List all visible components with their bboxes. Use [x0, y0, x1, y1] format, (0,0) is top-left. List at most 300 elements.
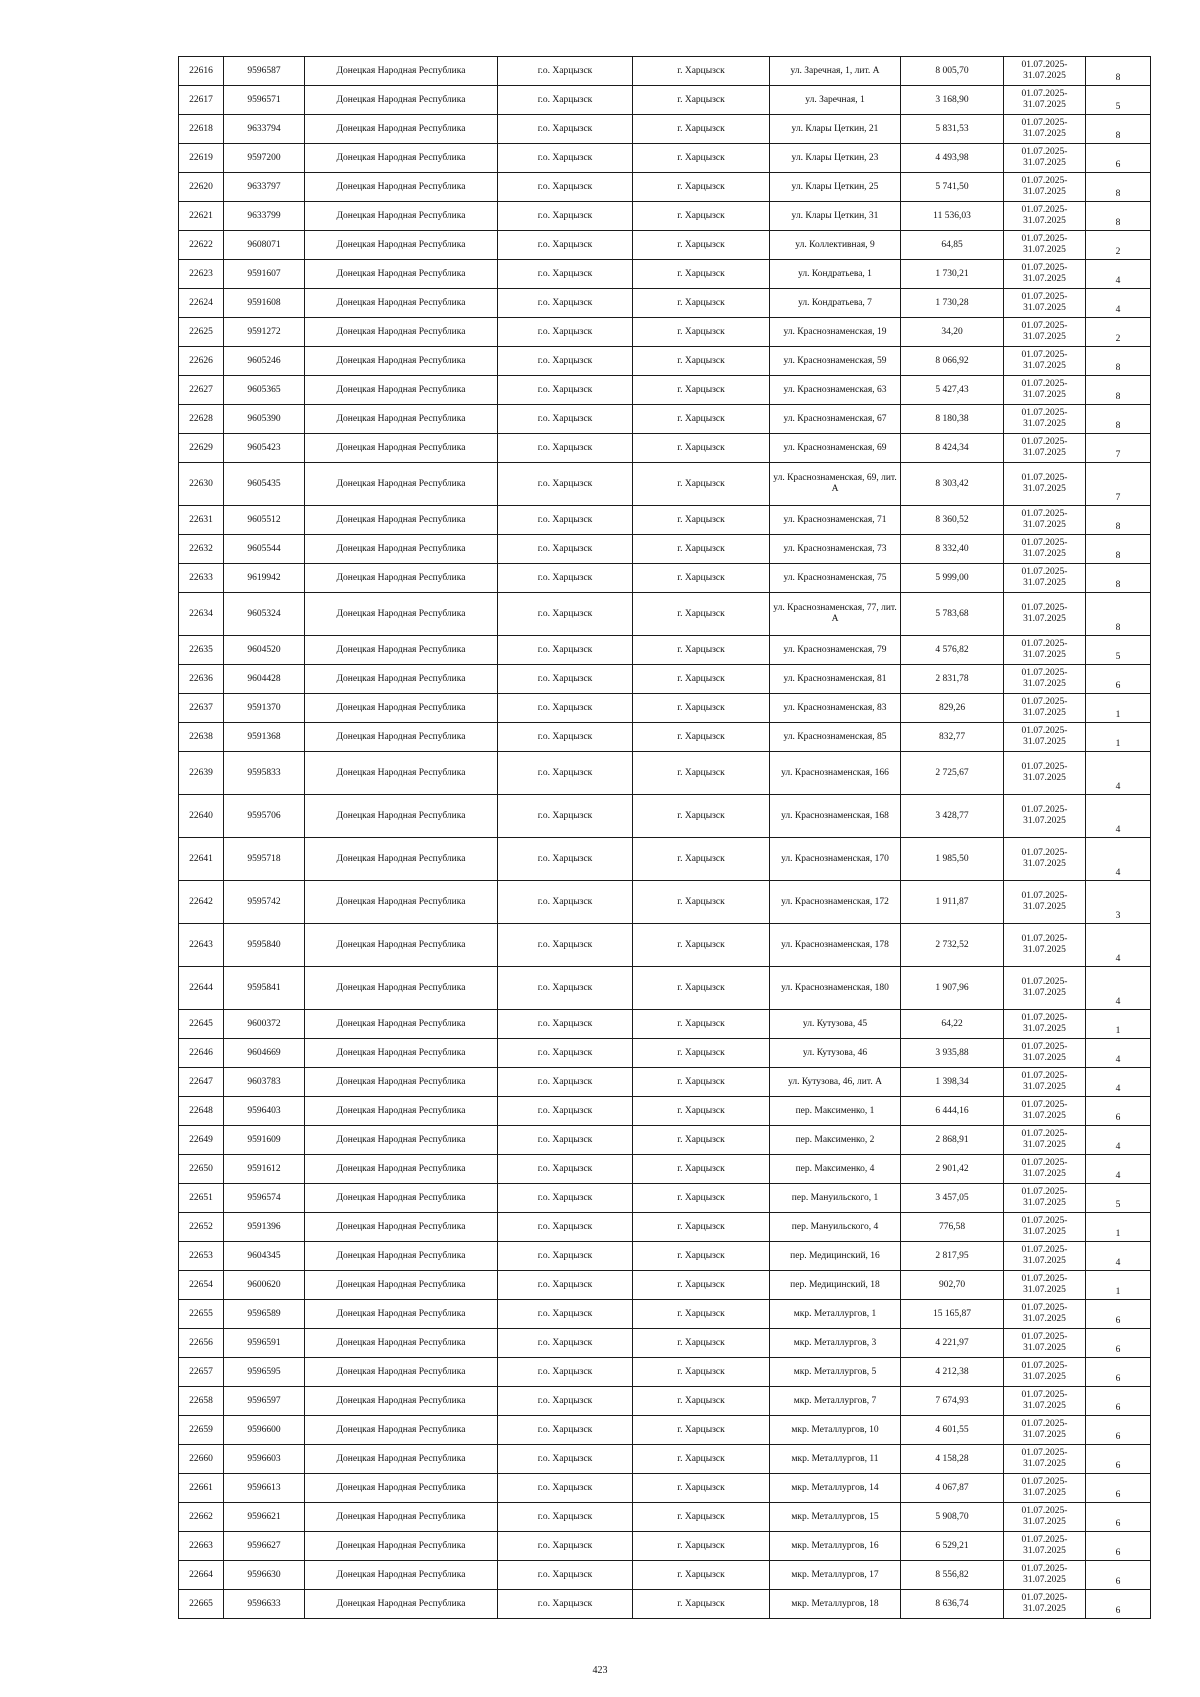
municipal-district-cell: г.о. Харцызск	[498, 1503, 633, 1532]
period-cell: 01.07.2025-31.07.2025	[1004, 1503, 1086, 1532]
table-row	[179, 1300, 1151, 1329]
amount-cell: 5 908,70	[901, 1503, 1004, 1532]
municipal-district-cell: г.о. Харцызск	[498, 1358, 633, 1387]
municipal-district-cell: г.о. Харцызск	[498, 665, 633, 694]
region-cell: Донецкая Народная Республика	[305, 1358, 498, 1387]
object-id-cell: 9605435	[224, 463, 305, 506]
period-cell: 01.07.2025-31.07.2025	[1004, 434, 1086, 463]
region-cell: Донецкая Народная Республика	[305, 318, 498, 347]
object-id-cell: 9591272	[224, 318, 305, 347]
table-row	[179, 752, 1151, 795]
address-cell: мкр. Металлургов, 5	[770, 1358, 901, 1387]
city-cell: г. Харцызск	[633, 1097, 770, 1126]
row-number-cell: 22618	[179, 115, 224, 144]
object-id-cell: 9633797	[224, 173, 305, 202]
table-row	[179, 1126, 1151, 1155]
period-cell: 01.07.2025-31.07.2025	[1004, 535, 1086, 564]
row-number-cell: 22664	[179, 1561, 224, 1590]
table-row	[179, 795, 1151, 838]
count-cell: 7	[1086, 434, 1151, 463]
row-number-cell: 22623	[179, 260, 224, 289]
city-cell: г. Харцызск	[633, 434, 770, 463]
municipal-district-cell: г.о. Харцызск	[498, 795, 633, 838]
amount-cell: 1 730,28	[901, 289, 1004, 318]
row-number-cell: 22617	[179, 86, 224, 115]
address-cell: ул. Кутузова, 45	[770, 1010, 901, 1039]
municipal-district-cell: г.о. Харцызск	[498, 289, 633, 318]
row-number-cell: 22640	[179, 795, 224, 838]
count-cell: 5	[1086, 1184, 1151, 1213]
amount-cell: 64,85	[901, 231, 1004, 260]
amount-cell: 15 165,87	[901, 1300, 1004, 1329]
count-cell: 4	[1086, 967, 1151, 1010]
address-cell: ул. Кутузова, 46	[770, 1039, 901, 1068]
municipal-district-cell: г.о. Харцызск	[498, 881, 633, 924]
table-row	[179, 318, 1151, 347]
amount-cell: 4 493,98	[901, 144, 1004, 173]
address-cell: ул. Краснознаменская, 67	[770, 405, 901, 434]
period-cell: 01.07.2025-31.07.2025	[1004, 924, 1086, 967]
municipal-district-cell: г.о. Харцызск	[498, 173, 633, 202]
object-id-cell: 9591608	[224, 289, 305, 318]
region-cell: Донецкая Народная Республика	[305, 506, 498, 535]
table-row	[179, 723, 1151, 752]
address-cell: пер. Максименко, 4	[770, 1155, 901, 1184]
table-row	[179, 1474, 1151, 1503]
count-cell: 4	[1086, 924, 1151, 967]
table-row	[179, 57, 1151, 86]
amount-cell: 1 911,87	[901, 881, 1004, 924]
count-cell: 8	[1086, 57, 1151, 86]
period-cell: 01.07.2025-31.07.2025	[1004, 1445, 1086, 1474]
region-cell: Донецкая Народная Республика	[305, 86, 498, 115]
table-row	[179, 86, 1151, 115]
row-number-cell: 22657	[179, 1358, 224, 1387]
address-cell: ул. Краснознаменская, 59	[770, 347, 901, 376]
period-cell: 01.07.2025-31.07.2025	[1004, 318, 1086, 347]
amount-cell: 4 601,55	[901, 1416, 1004, 1445]
amount-cell: 34,20	[901, 318, 1004, 347]
amount-cell: 902,70	[901, 1271, 1004, 1300]
address-cell: пер. Мануильского, 1	[770, 1184, 901, 1213]
object-id-cell: 9604669	[224, 1039, 305, 1068]
count-cell: 6	[1086, 1097, 1151, 1126]
table-row	[179, 1068, 1151, 1097]
amount-cell: 4 576,82	[901, 636, 1004, 665]
period-cell: 01.07.2025-31.07.2025	[1004, 57, 1086, 86]
municipal-district-cell: г.о. Харцызск	[498, 1097, 633, 1126]
amount-cell: 2 868,91	[901, 1126, 1004, 1155]
period-cell: 01.07.2025-31.07.2025	[1004, 593, 1086, 636]
region-cell: Донецкая Народная Республика	[305, 1213, 498, 1242]
amount-cell: 8 303,42	[901, 463, 1004, 506]
table-row	[179, 1503, 1151, 1532]
object-id-cell: 9595706	[224, 795, 305, 838]
count-cell: 1	[1086, 694, 1151, 723]
period-cell: 01.07.2025-31.07.2025	[1004, 347, 1086, 376]
count-cell: 8	[1086, 535, 1151, 564]
amount-cell: 8 360,52	[901, 506, 1004, 535]
address-cell: пер. Медицинский, 18	[770, 1271, 901, 1300]
table-row	[179, 1213, 1151, 1242]
city-cell: г. Харцызск	[633, 564, 770, 593]
table-row	[179, 376, 1151, 405]
table-row	[179, 1532, 1151, 1561]
period-cell: 01.07.2025-31.07.2025	[1004, 260, 1086, 289]
table-row	[179, 636, 1151, 665]
address-cell: мкр. Металлургов, 17	[770, 1561, 901, 1590]
municipal-district-cell: г.о. Харцызск	[498, 463, 633, 506]
city-cell: г. Харцызск	[633, 795, 770, 838]
period-cell: 01.07.2025-31.07.2025	[1004, 752, 1086, 795]
amount-cell: 8 180,38	[901, 405, 1004, 434]
address-cell: мкр. Металлургов, 7	[770, 1387, 901, 1416]
amount-cell: 8 424,34	[901, 434, 1004, 463]
row-number-cell: 22656	[179, 1329, 224, 1358]
table-row	[179, 1097, 1151, 1126]
region-cell: Донецкая Народная Республика	[305, 881, 498, 924]
row-number-cell: 22641	[179, 838, 224, 881]
region-cell: Донецкая Народная Республика	[305, 1242, 498, 1271]
amount-cell: 4 158,28	[901, 1445, 1004, 1474]
object-id-cell: 9596591	[224, 1329, 305, 1358]
city-cell: г. Харцызск	[633, 1561, 770, 1590]
period-cell: 01.07.2025-31.07.2025	[1004, 1126, 1086, 1155]
object-id-cell: 9603783	[224, 1068, 305, 1097]
period-cell: 01.07.2025-31.07.2025	[1004, 405, 1086, 434]
region-cell: Донецкая Народная Республика	[305, 1474, 498, 1503]
period-cell: 01.07.2025-31.07.2025	[1004, 1010, 1086, 1039]
period-cell: 01.07.2025-31.07.2025	[1004, 144, 1086, 173]
city-cell: г. Харцызск	[633, 593, 770, 636]
object-id-cell: 9591370	[224, 694, 305, 723]
amount-cell: 8 636,74	[901, 1590, 1004, 1619]
region-cell: Донецкая Народная Республика	[305, 202, 498, 231]
count-cell: 4	[1086, 838, 1151, 881]
row-number-cell: 22628	[179, 405, 224, 434]
object-id-cell: 9595833	[224, 752, 305, 795]
object-id-cell: 9591609	[224, 1126, 305, 1155]
table-row	[179, 463, 1151, 506]
city-cell: г. Харцызск	[633, 967, 770, 1010]
municipal-district-cell: г.о. Харцызск	[498, 1329, 633, 1358]
city-cell: г. Харцызск	[633, 1532, 770, 1561]
region-cell: Донецкая Народная Республика	[305, 838, 498, 881]
region-cell: Донецкая Народная Республика	[305, 535, 498, 564]
region-cell: Донецкая Народная Республика	[305, 1271, 498, 1300]
address-cell: мкр. Металлургов, 3	[770, 1329, 901, 1358]
city-cell: г. Харцызск	[633, 1590, 770, 1619]
count-cell: 4	[1086, 795, 1151, 838]
period-cell: 01.07.2025-31.07.2025	[1004, 1561, 1086, 1590]
municipal-district-cell: г.о. Харцызск	[498, 1561, 633, 1590]
address-cell: мкр. Металлургов, 14	[770, 1474, 901, 1503]
registry-table	[178, 56, 1151, 1619]
amount-cell: 3 428,77	[901, 795, 1004, 838]
count-cell: 1	[1086, 1213, 1151, 1242]
region-cell: Донецкая Народная Республика	[305, 1039, 498, 1068]
region-cell: Донецкая Народная Республика	[305, 260, 498, 289]
period-cell: 01.07.2025-31.07.2025	[1004, 838, 1086, 881]
address-cell: ул. Клары Цеткин, 21	[770, 115, 901, 144]
municipal-district-cell: г.о. Харцызск	[498, 1068, 633, 1097]
object-id-cell: 9600620	[224, 1271, 305, 1300]
row-number-cell: 22643	[179, 924, 224, 967]
region-cell: Донецкая Народная Республика	[305, 1300, 498, 1329]
city-cell: г. Харцызск	[633, 347, 770, 376]
table-row	[179, 260, 1151, 289]
address-cell: ул. Краснознаменская, 63	[770, 376, 901, 405]
amount-cell: 8 556,82	[901, 1561, 1004, 1590]
municipal-district-cell: г.о. Харцызск	[498, 376, 633, 405]
amount-cell: 832,77	[901, 723, 1004, 752]
amount-cell: 6 444,16	[901, 1097, 1004, 1126]
period-cell: 01.07.2025-31.07.2025	[1004, 1532, 1086, 1561]
object-id-cell: 9596589	[224, 1300, 305, 1329]
city-cell: г. Харцызск	[633, 506, 770, 535]
amount-cell: 2 817,95	[901, 1242, 1004, 1271]
count-cell: 1	[1086, 723, 1151, 752]
row-number-cell: 22627	[179, 376, 224, 405]
count-cell: 7	[1086, 463, 1151, 506]
row-number-cell: 22644	[179, 967, 224, 1010]
period-cell: 01.07.2025-31.07.2025	[1004, 86, 1086, 115]
municipal-district-cell: г.о. Харцызск	[498, 1474, 633, 1503]
table-row	[179, 1010, 1151, 1039]
count-cell: 4	[1086, 1155, 1151, 1184]
object-id-cell: 9605423	[224, 434, 305, 463]
row-number-cell: 22647	[179, 1068, 224, 1097]
city-cell: г. Харцызск	[633, 1126, 770, 1155]
count-cell: 8	[1086, 376, 1151, 405]
city-cell: г. Харцызск	[633, 260, 770, 289]
amount-cell: 7 674,93	[901, 1387, 1004, 1416]
row-number-cell: 22621	[179, 202, 224, 231]
count-cell: 8	[1086, 173, 1151, 202]
table-row	[179, 202, 1151, 231]
object-id-cell: 9595718	[224, 838, 305, 881]
city-cell: г. Харцызск	[633, 1474, 770, 1503]
amount-cell: 1 985,50	[901, 838, 1004, 881]
address-cell: ул. Коллективная, 9	[770, 231, 901, 260]
city-cell: г. Харцызск	[633, 881, 770, 924]
amount-cell: 4 067,87	[901, 1474, 1004, 1503]
row-number-cell: 22658	[179, 1387, 224, 1416]
period-cell: 01.07.2025-31.07.2025	[1004, 1590, 1086, 1619]
row-number-cell: 22638	[179, 723, 224, 752]
municipal-district-cell: г.о. Харцызск	[498, 347, 633, 376]
period-cell: 01.07.2025-31.07.2025	[1004, 463, 1086, 506]
region-cell: Донецкая Народная Республика	[305, 1387, 498, 1416]
city-cell: г. Харцызск	[633, 376, 770, 405]
address-cell: ул. Краснознаменская, 170	[770, 838, 901, 881]
region-cell: Донецкая Народная Республика	[305, 593, 498, 636]
count-cell: 5	[1086, 86, 1151, 115]
amount-cell: 3 457,05	[901, 1184, 1004, 1213]
region-cell: Донецкая Народная Республика	[305, 564, 498, 593]
address-cell: ул. Краснознаменская, 75	[770, 564, 901, 593]
region-cell: Донецкая Народная Республика	[305, 1097, 498, 1126]
region-cell: Донецкая Народная Республика	[305, 144, 498, 173]
city-cell: г. Харцызск	[633, 1039, 770, 1068]
count-cell: 8	[1086, 202, 1151, 231]
period-cell: 01.07.2025-31.07.2025	[1004, 1213, 1086, 1242]
region-cell: Донецкая Народная Республика	[305, 289, 498, 318]
period-cell: 01.07.2025-31.07.2025	[1004, 1300, 1086, 1329]
count-cell: 4	[1086, 1242, 1151, 1271]
municipal-district-cell: г.о. Харцызск	[498, 231, 633, 260]
object-id-cell: 9591607	[224, 260, 305, 289]
period-cell: 01.07.2025-31.07.2025	[1004, 564, 1086, 593]
city-cell: г. Харцызск	[633, 289, 770, 318]
count-cell: 8	[1086, 593, 1151, 636]
period-cell: 01.07.2025-31.07.2025	[1004, 1271, 1086, 1300]
region-cell: Донецкая Народная Республика	[305, 1445, 498, 1474]
region-cell: Донецкая Народная Республика	[305, 376, 498, 405]
count-cell: 6	[1086, 1329, 1151, 1358]
city-cell: г. Харцызск	[633, 1155, 770, 1184]
count-cell: 6	[1086, 1503, 1151, 1532]
region-cell: Донецкая Народная Республика	[305, 1590, 498, 1619]
address-cell: ул. Краснознаменская, 73	[770, 535, 901, 564]
region-cell: Донецкая Народная Республика	[305, 694, 498, 723]
region-cell: Донецкая Народная Республика	[305, 1503, 498, 1532]
table-row	[179, 593, 1151, 636]
count-cell: 6	[1086, 1358, 1151, 1387]
count-cell: 2	[1086, 231, 1151, 260]
row-number-cell: 22645	[179, 1010, 224, 1039]
municipal-district-cell: г.о. Харцызск	[498, 752, 633, 795]
object-id-cell: 9596613	[224, 1474, 305, 1503]
address-cell: ул. Краснознаменская, 178	[770, 924, 901, 967]
object-id-cell: 9591368	[224, 723, 305, 752]
count-cell: 8	[1086, 564, 1151, 593]
object-id-cell: 9619942	[224, 564, 305, 593]
region-cell: Донецкая Народная Республика	[305, 795, 498, 838]
address-cell: ул. Кондратьева, 7	[770, 289, 901, 318]
period-cell: 01.07.2025-31.07.2025	[1004, 506, 1086, 535]
amount-cell: 2 901,42	[901, 1155, 1004, 1184]
municipal-district-cell: г.о. Харцызск	[498, 1126, 633, 1155]
address-cell: мкр. Металлургов, 1	[770, 1300, 901, 1329]
region-cell: Донецкая Народная Республика	[305, 1126, 498, 1155]
municipal-district-cell: г.о. Харцызск	[498, 260, 633, 289]
row-number-cell: 22635	[179, 636, 224, 665]
table-row	[179, 434, 1151, 463]
region-cell: Донецкая Народная Республика	[305, 1184, 498, 1213]
amount-cell: 5 999,00	[901, 564, 1004, 593]
count-cell: 4	[1086, 1039, 1151, 1068]
count-cell: 6	[1086, 1445, 1151, 1474]
count-cell: 6	[1086, 1590, 1151, 1619]
municipal-district-cell: г.о. Харцызск	[498, 1590, 633, 1619]
table-row	[179, 564, 1151, 593]
period-cell: 01.07.2025-31.07.2025	[1004, 231, 1086, 260]
count-cell: 6	[1086, 1561, 1151, 1590]
table-row	[179, 405, 1151, 434]
municipal-district-cell: г.о. Харцызск	[498, 535, 633, 564]
city-cell: г. Харцызск	[633, 723, 770, 752]
table-row	[179, 144, 1151, 173]
address-cell: ул. Краснознаменская, 19	[770, 318, 901, 347]
city-cell: г. Харцызск	[633, 1300, 770, 1329]
count-cell: 4	[1086, 1126, 1151, 1155]
object-id-cell: 9604520	[224, 636, 305, 665]
municipal-district-cell: г.о. Харцызск	[498, 86, 633, 115]
region-cell: Донецкая Народная Республика	[305, 1561, 498, 1590]
city-cell: г. Харцызск	[633, 1416, 770, 1445]
region-cell: Донецкая Народная Республика	[305, 347, 498, 376]
period-cell: 01.07.2025-31.07.2025	[1004, 795, 1086, 838]
address-cell: ул. Кондратьева, 1	[770, 260, 901, 289]
count-cell: 6	[1086, 144, 1151, 173]
municipal-district-cell: г.о. Харцызск	[498, 1532, 633, 1561]
address-cell: мкр. Металлургов, 11	[770, 1445, 901, 1474]
region-cell: Донецкая Народная Республика	[305, 636, 498, 665]
object-id-cell: 9596603	[224, 1445, 305, 1474]
table-row	[179, 347, 1151, 376]
table-row	[179, 535, 1151, 564]
table-row	[179, 231, 1151, 260]
region-cell: Донецкая Народная Республика	[305, 967, 498, 1010]
row-number-cell: 22659	[179, 1416, 224, 1445]
address-cell: пер. Мануильского, 4	[770, 1213, 901, 1242]
address-cell: ул. Краснознаменская, 69, лит. А	[770, 463, 901, 506]
amount-cell: 6 529,21	[901, 1532, 1004, 1561]
period-cell: 01.07.2025-31.07.2025	[1004, 115, 1086, 144]
amount-cell: 3 168,90	[901, 86, 1004, 115]
region-cell: Донецкая Народная Республика	[305, 173, 498, 202]
table-row	[179, 1329, 1151, 1358]
municipal-district-cell: г.о. Харцызск	[498, 1300, 633, 1329]
row-number-cell: 22639	[179, 752, 224, 795]
city-cell: г. Харцызск	[633, 1445, 770, 1474]
address-cell: ул. Краснознаменская, 168	[770, 795, 901, 838]
address-cell: ул. Краснознаменская, 71	[770, 506, 901, 535]
count-cell: 2	[1086, 318, 1151, 347]
table-row	[179, 694, 1151, 723]
count-cell: 6	[1086, 1387, 1151, 1416]
object-id-cell: 9596403	[224, 1097, 305, 1126]
address-cell: ул. Краснознаменская, 172	[770, 881, 901, 924]
object-id-cell: 9604428	[224, 665, 305, 694]
count-cell: 6	[1086, 1300, 1151, 1329]
city-cell: г. Харцызск	[633, 57, 770, 86]
city-cell: г. Харцызск	[633, 1068, 770, 1097]
row-number-cell: 22655	[179, 1300, 224, 1329]
city-cell: г. Харцызск	[633, 535, 770, 564]
period-cell: 01.07.2025-31.07.2025	[1004, 173, 1086, 202]
row-number-cell: 22636	[179, 665, 224, 694]
table-row	[179, 881, 1151, 924]
row-number-cell: 22626	[179, 347, 224, 376]
object-id-cell: 9633794	[224, 115, 305, 144]
city-cell: г. Харцызск	[633, 838, 770, 881]
row-number-cell: 22653	[179, 1242, 224, 1271]
address-cell: ул. Заречная, 1	[770, 86, 901, 115]
table-row	[179, 1358, 1151, 1387]
amount-cell: 64,22	[901, 1010, 1004, 1039]
address-cell: мкр. Металлургов, 15	[770, 1503, 901, 1532]
amount-cell: 5 741,50	[901, 173, 1004, 202]
address-cell: ул. Краснознаменская, 69	[770, 434, 901, 463]
count-cell: 6	[1086, 1532, 1151, 1561]
address-cell: ул. Краснознаменская, 85	[770, 723, 901, 752]
city-cell: г. Харцызск	[633, 1329, 770, 1358]
address-cell: мкр. Металлургов, 10	[770, 1416, 901, 1445]
object-id-cell: 9596597	[224, 1387, 305, 1416]
amount-cell: 2 725,67	[901, 752, 1004, 795]
